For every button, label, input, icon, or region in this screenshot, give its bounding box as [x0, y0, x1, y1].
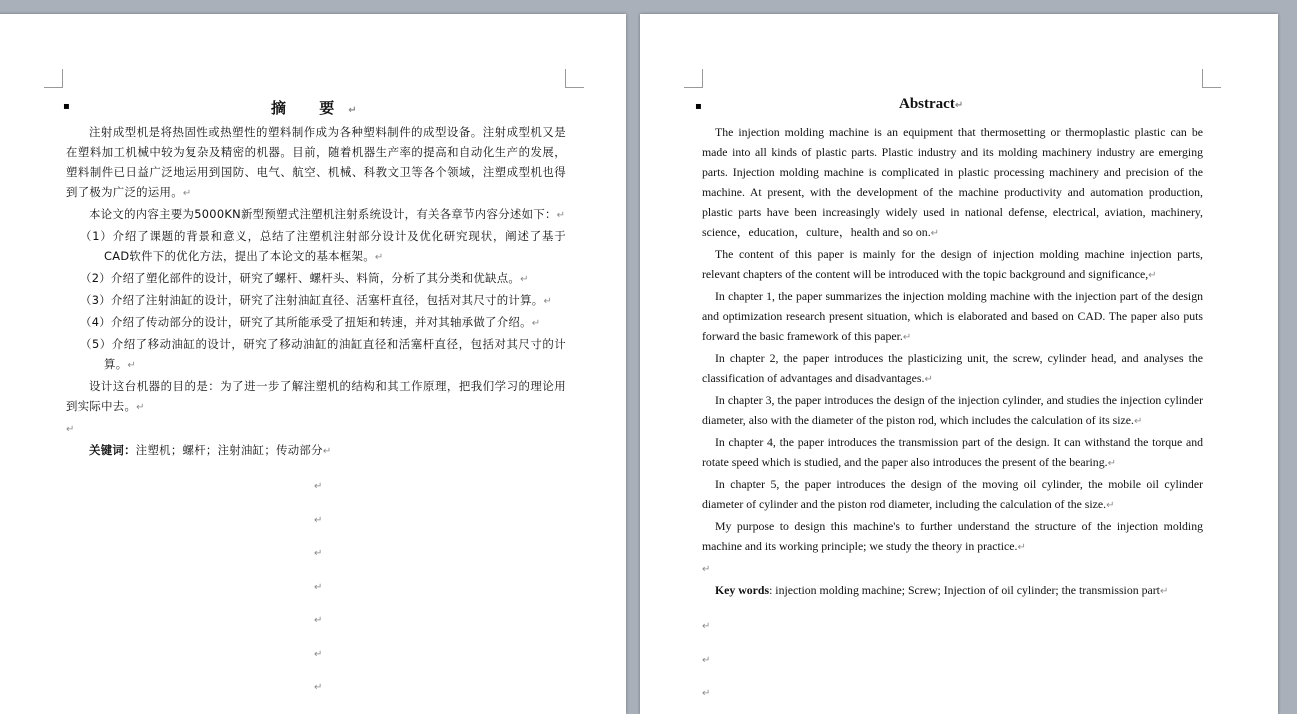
keywords-line	[702, 580, 1203, 602]
return-mark: ↵	[702, 688, 711, 699]
return-mark: ↵	[322, 446, 332, 457]
crop-mark-top-left	[44, 69, 63, 88]
return-mark: ↵	[902, 332, 912, 343]
keywords-text: 注塑机；螺杆；注射油缸；传动部分	[135, 443, 323, 457]
return-mark: ↵	[136, 402, 145, 413]
paragraph: My purpose to design this machine's to further understand the structure of the injection molding machine and its working principle; we study the theory in practice.↵	[702, 519, 1203, 553]
paragraph: 本论文的内容主要为5000KN新型预塑式注塑机注射系统设计，有关各章节内容分述如下：↵	[89, 207, 566, 221]
return-mark: ↵	[1017, 542, 1026, 553]
keywords-label: 关键词：	[89, 443, 136, 457]
return-mark: ↵	[702, 654, 711, 666]
return-mark: ↵	[556, 210, 566, 221]
return-mark: ↵	[314, 682, 323, 693]
abstract-title-cn	[271, 97, 371, 118]
return-mark: ↵	[66, 424, 75, 435]
paragraph: The content of this paper is mainly for the design of injection molding machine injection parts, relevant chapters of the content will be introduced with the topic background and significance,↵	[702, 247, 1203, 281]
paragraph-bullet-mark: ▪	[695, 101, 702, 112]
paragraph: In chapter 3, the paper introduces the design of the injection cylinder, and studies the injection cylinder diameter, also with the diameter of the piston rod, which includes the calculation of its size.↵	[702, 393, 1203, 427]
empty-paragraph	[702, 558, 1203, 580]
title-text: Abstract	[899, 96, 955, 112]
crop-mark-top-right	[565, 69, 584, 88]
abstract-body-en	[702, 122, 1203, 602]
return-mark: ↵	[127, 360, 137, 371]
paragraph: 设计这台机器的目的是：为了进一步了解注塑机的结构和其工作原理，把我们学习的理论用到实际中去。↵	[66, 379, 566, 413]
return-mark: ↵	[520, 274, 529, 285]
return-mark: ↵	[531, 318, 541, 329]
crop-mark-top-left	[684, 69, 703, 88]
paragraph-bullet-mark: ▪	[63, 101, 70, 112]
keywords-text: : injection molding machine; Screw; Injection of oil cylinder; the transmission part	[769, 583, 1160, 597]
return-mark: ↵	[1133, 416, 1143, 427]
return-mark: ↵	[930, 228, 940, 239]
paragraph: In chapter 2, the paper introduces the plasticizing unit, the screw, cylinder head, and analyses the classification of advantages and disadvantages.↵	[702, 351, 1203, 385]
right-page	[640, 14, 1278, 714]
abstract-title-en	[899, 96, 963, 113]
return-mark: ↵	[1148, 270, 1157, 281]
return-mark: ↵	[1107, 458, 1116, 469]
return-mark: ↵	[314, 514, 323, 526]
keywords-label: Key words	[715, 583, 770, 597]
return-mark: ↵	[374, 252, 384, 263]
title-text: 摘 要	[271, 99, 349, 117]
empty-paragraph-column	[702, 614, 710, 714]
paragraph: The injection molding machine is an equipment that thermosetting or thermoplastic plastic can be made into all kinds of plastic parts. Plastic industry and its molding machinery industry are emerging parts. Injection molding machine is complicated in plastic processing machinery and precision of the machine. At present, with the development of the machine productivity and automation production, plastic parts have been increasingly widely used in national defense, electrical, aviation, machinery, science，education，culture，health and so on.↵	[702, 125, 1203, 239]
list-item: （4）介绍了传动部分的设计，研究了其所能承受了扭矩和转速，并对其轴承做了介绍。↵	[80, 315, 541, 329]
list-item: （1）介绍了课题的背景和意义，总结了注塑机注射部分设计及优化研究现状，阐述了基于CAD软件下的优化方法，提出了本论文的基本框架。↵	[80, 229, 566, 263]
paragraph: In chapter 4, the paper introduces the transmission part of the design. It can withstand the torque and rotate speed which is studied, and the paper also introduces the present of the bearing.↵	[702, 435, 1203, 469]
return-mark: ↵	[314, 548, 323, 559]
return-mark: ↵	[348, 105, 371, 116]
return-mark: ↵	[1159, 586, 1169, 597]
return-mark: ↵	[314, 648, 323, 660]
paragraph: 注射成型机是将热固性或热塑性的塑料制作成为各种塑料制件的成型设备。注射成型机又是在塑料加工机械中较为复杂及精密的机器。目前，随着机器生产率的提高和自动化生产的发展，塑料制件已日益广泛地运用到国防、电气、航空、机械、科教文卫等各个领域，注塑成型机也得到了极为广泛的运用。↵	[66, 125, 566, 199]
return-mark: ↵	[543, 296, 553, 307]
list-item: （3）介绍了注射油缸的设计，研究了注射油缸直径、活塞杆直径，包括对其尺寸的计算。↵	[80, 293, 553, 307]
return-mark: ↵	[314, 481, 323, 492]
return-mark: ↵	[954, 100, 964, 111]
return-mark: ↵	[314, 581, 323, 593]
paragraph: In chapter 1, the paper summarizes the injection molding machine with the injection part of the design and optimization research present situation, which is elaborated and based on CAD. The paper also puts forward the basic framework of this paper.↵	[702, 289, 1203, 343]
empty-paragraph-column	[314, 474, 322, 709]
return-mark: ↵	[1106, 500, 1115, 511]
abstract-body-cn	[66, 122, 566, 462]
return-mark: ↵	[924, 374, 933, 385]
left-page	[0, 14, 626, 714]
return-mark: ↵	[702, 621, 711, 632]
return-mark: ↵	[182, 188, 192, 199]
paragraph: In chapter 5, the paper introduces the design of the moving oil cylinder, the mobile oil cylinder diameter of cylinder and the piston rod diameter, including the calculation of the size.↵	[702, 477, 1203, 511]
list-item: （5）介绍了移动油缸的设计，研究了移动油缸的油缸直径和活塞杆直径，包括对其尺寸的计算。↵	[80, 337, 566, 371]
empty-paragraph	[66, 418, 566, 440]
return-mark: ↵	[702, 564, 711, 575]
list-item: （2）介绍了塑化部件的设计，研究了螺杆、螺杆头、料筒，分析了其分类和优缺点。↵	[80, 271, 529, 285]
crop-mark-top-right	[1202, 69, 1221, 88]
return-mark: ↵	[314, 615, 323, 626]
keywords-line	[66, 440, 566, 462]
